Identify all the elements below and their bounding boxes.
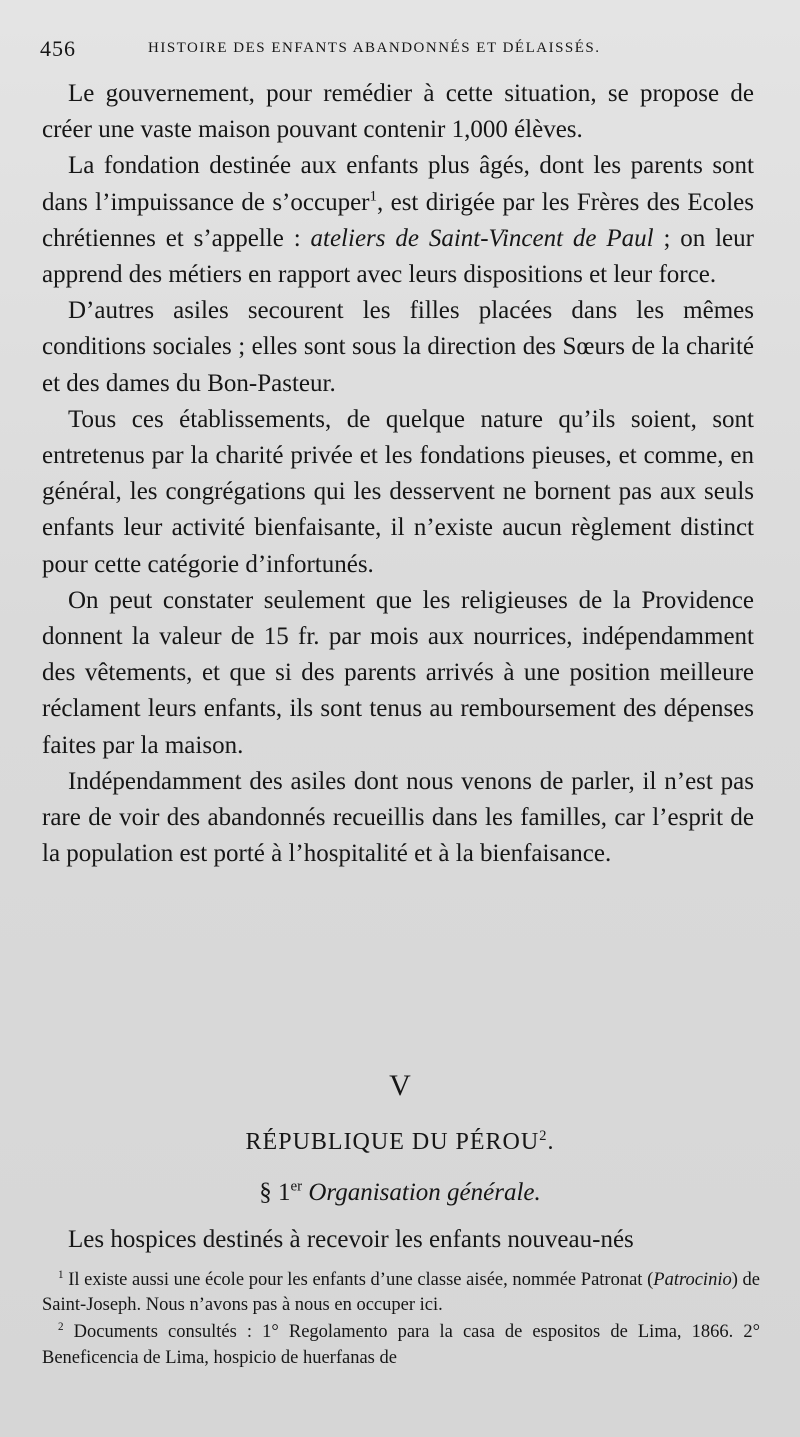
- subsection-number: § 1: [259, 1179, 291, 1206]
- paragraph-2-text-c: ; on leur apprend des métiers en rapport avec leurs dispositions et leur force.: [42, 224, 754, 289]
- paragraph-2-text-a: La fondation destinée aux enfants plus âgés, dont les parents sont dans l’impuissance de s’occuper: [42, 152, 754, 216]
- footnote-1-mark: 1: [58, 1268, 64, 1281]
- running-title: HISTOIRE DES ENFANTS ABANDONNÉS ET DÉLAISSÉS.: [148, 40, 601, 56]
- paragraph-7: Les hospices destinés à recevoir les enfants nouveau-nés: [68, 1226, 634, 1253]
- page-header: [40, 36, 760, 66]
- footnote-2-text: Documents consultés : 1° Regolamento para la casa de espositos de Lima, 1866. 2° Beneficencia de Lima, hospicio de huerfanas de: [42, 1322, 760, 1368]
- paragraph-1: Le gouvernement, pour remédier à cette situation, se propose de créer une vaste maison pouvant contenir 1,000 élèves.: [42, 80, 754, 144]
- footnote-ref-2: 2: [539, 1128, 548, 1144]
- subsection-title: Organisation générale.: [308, 1179, 541, 1206]
- subsection-heading: [0, 1179, 800, 1207]
- page-number: 456: [40, 36, 76, 61]
- section-number: V: [389, 1069, 411, 1102]
- section-title-text: RÉPUBLIQUE DU PÉROU: [245, 1129, 540, 1155]
- paragraph-6: Indépendamment des asiles dont nous venons de parler, il n’est pas rare de voir des abandonnés recueillis dans les familles, car l’esprit de la population est porté à l’hospitalité et à la bienfaisance.: [42, 767, 754, 868]
- footnotes: [42, 1268, 760, 1373]
- footnote-1-text-b: ) de Saint-Joseph. Nous n’avons pas à nous en occuper ici.: [42, 1270, 761, 1316]
- footnote-1-italic: Patrocinio: [653, 1270, 732, 1290]
- paragraph-2: [42, 148, 754, 293]
- paragraph-4: Tous ces établissements, de quelque nature qu’ils soient, sont entretenus par la charité privée et les fondations pieuses, et comme, en général, les congrégations qui les desservent ne bornent pas aux seuls enfants leur activité bienfaisante, il n’existe aucun règlement distinct pour cette catégorie d’infortunés.: [42, 405, 754, 578]
- paragraph-3: D’autres asiles secourent les filles placées dans les mêmes conditions sociales ; elles sont sous la direction des Sœurs de la charité et des dames du Bon-Pasteur.: [42, 297, 754, 397]
- footnote-2-mark: 2: [58, 1321, 64, 1334]
- footnote-ref-1: 1: [369, 188, 377, 205]
- footnote-1-text-a: Il existe aussi une école pour les enfants d’une classe aisée, nommée Patronat (: [63, 1270, 654, 1290]
- body-text: [42, 76, 754, 872]
- paragraph-2-italic: ateliers de Saint-Vincent de Paul: [310, 224, 654, 252]
- footnote-1: [42, 1268, 760, 1318]
- paragraph-5: On peut constater seulement que les religieuses de la Providence donnent la valeur de 15 fr. par mois aux nourrices, indépendamment des vêtements, et que si des parents arrivés à une position meilleure réclament leurs enfants, ils sont tenus au remboursement des dépenses faites par la maison.: [42, 586, 754, 759]
- footnote-2: [42, 1320, 760, 1370]
- paragraph-2-text-b: , est dirigée par les Frères des Ecoles chrétiennes et s’appelle :: [42, 188, 755, 252]
- subsection-ordinal: er: [290, 1178, 303, 1195]
- section-title: RÉPUBLIQUE DU PÉROU$^2$.: [245, 1128, 555, 1155]
